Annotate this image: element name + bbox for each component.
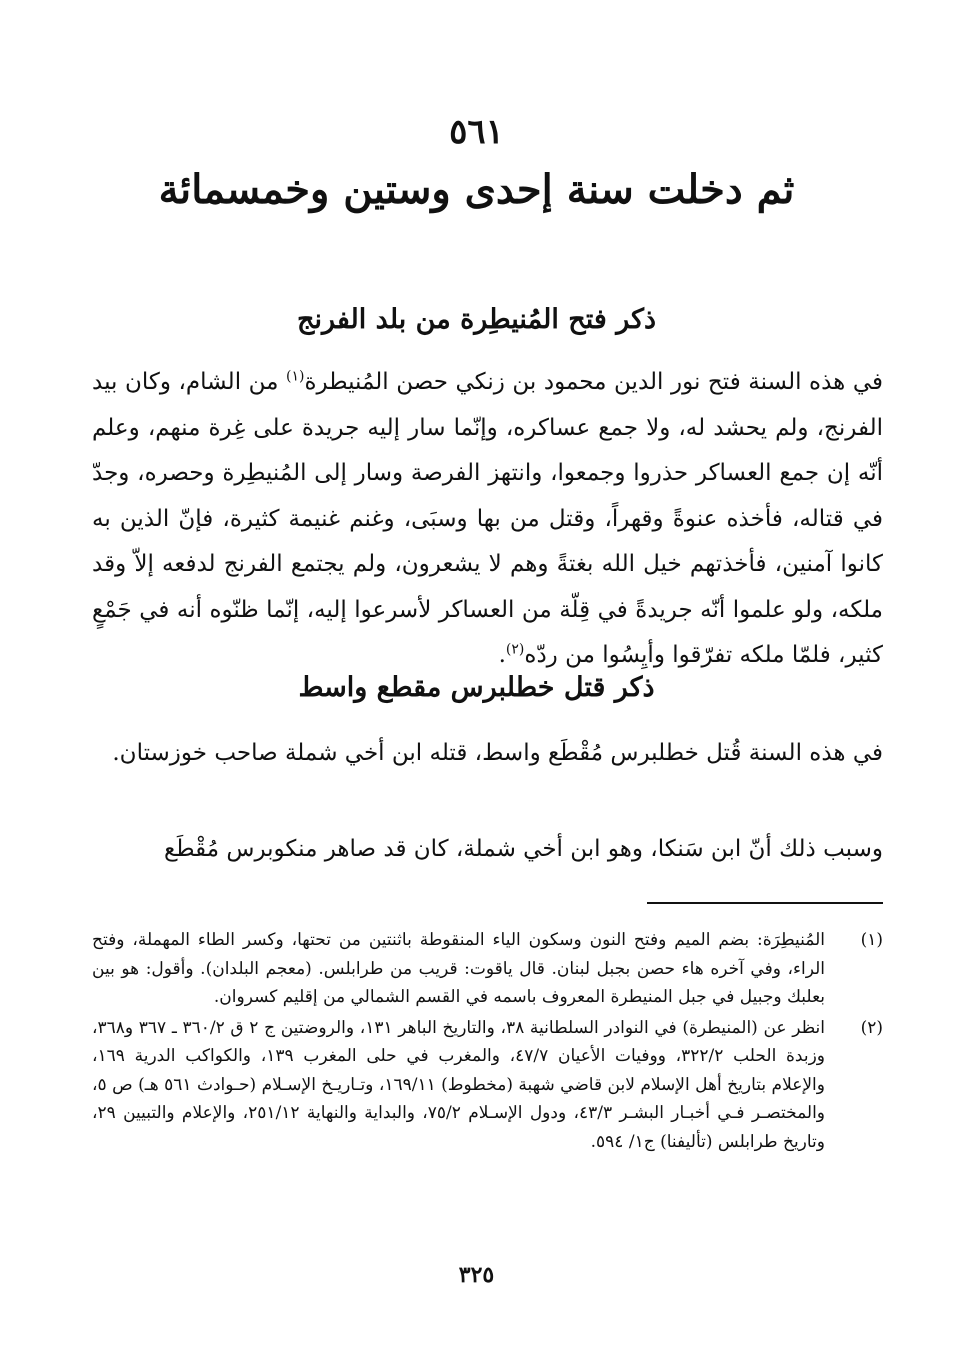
footnote-ref-2[interactable]: (٢) [505,641,525,658]
paragraph-munaytira [92,360,883,680]
footnote-divider [647,902,883,904]
paragraph-end: . [498,642,506,668]
section-heading-khatlabars: ذكر قتل خطلبرس مقطع واسط [298,672,655,703]
year-number: ٥٦١ [449,112,504,152]
paragraph-text-part: في هذه السنة فتح نور الدين محمود بن زنكي حصن المُنيطرة [304,369,883,395]
footnote-text: انظر عن (المنيطرة) في النوادر السلطانية ٣٨، والتاريخ الباهر ١٣١، والروضتين ج ٢ ق ٣٦٠/٢ ـ ٣٦٧ و٣٦٨، وزبدة الحلب ٣٢٢/٢، ووفيات الأعيان ٤٧/٧، والمغرب في حلى المغرب ١٣٩، والكواكب الدرية ١٦٩، والإعلام بتاريخ أهل الإسلام لابن قاضي شهبة (مخطوط) ١٦٩/١١، وتـاريـخ الإسـلام (حـوادث ٥٦١ هـ) ص ٥، والمختصـر فـي أخبـار البشـر ٤٣/٣، ودول الإسـلام ٧٥/٢، والبداية والنهاية ٢٥١/١٢، والإعلام والتبيين ٢٩، وتاريخ طرابلس (تأليفنا) ج١/ ٥٩٤. [92,1017,826,1152]
footnote-2 [92,1014,883,1157]
paragraph-cause: وسبب ذلك أنّ ابن سَنكا، وهو ابن أخي شملة، كان قد صاهر منكوبرس مُقْطَع [164,836,883,862]
section-heading-munaytira: ذكر فتح المُنيطِرة من بلد الفرنج [297,304,656,335]
footnote-text: المُنيطِرَة: بضم الميم وفتح النون وسكون الياء المنقوطة باثنتين من تحتها، وكسر الطاء المهملة، وفتح الراء، وفي آخره هاء حصن بجبل لبنان. قال ياقوت: قريب من طرابلس. (معجم البلدان). وأقول: هو بين بعلبك وجبيل في جبل المنيطرة المعروف باسمه في القسم الشمالي من إقليم كسروان. [92,930,825,1007]
footnote-marker: (٢) [860,1017,883,1038]
paragraph-khatlabars: في هذه السنة قُتل خطلبرس مُقْطَع واسط، قتله ابن أخي شملة صاحب خوزستان. [112,740,883,766]
page-number: ٣٢٥ [458,1262,495,1288]
footnote-ref-1[interactable]: (١) [286,368,305,385]
chapter-title: ثم دخلت سنة إحدى وستين وخمسمائة [158,166,795,213]
paragraph-text-part: من الشام، وكان بيد الفرنج، ولم يحشد له، ولا جمع عساكره، وإنّما سار إليه جريدة على غِرة منهم، وعلم أنّه إن جمع العساكر حذروا وجمعوا، وانتهز الفرصة وسار إلى المُنيطِرة وحصره، وجدّ في قتاله، فأخذه عنوةً وقهراً، وقتل من بها وسبَى، وغنم غنيمة كثيرة، فإنّ الذين به كانوا آمنين، فأخذتهم خيل الله بغتةً وهم لا يشعرون، ولم يجتمع الفرنج لدفعه إلاّ وقد ملكه، ولو علموا أنّه جريدةً في قِلّة من العساكر لأسرعوا إليه، إنّما ظنّوه أنه في جَمْعٍ كثير، فلمّا ملكه تفرّقوا وأيِسُوا من ردّه [92,369,883,668]
footnote-1 [92,926,883,1012]
footnotes [92,926,883,1158]
footnote-marker: (١) [860,930,883,950]
